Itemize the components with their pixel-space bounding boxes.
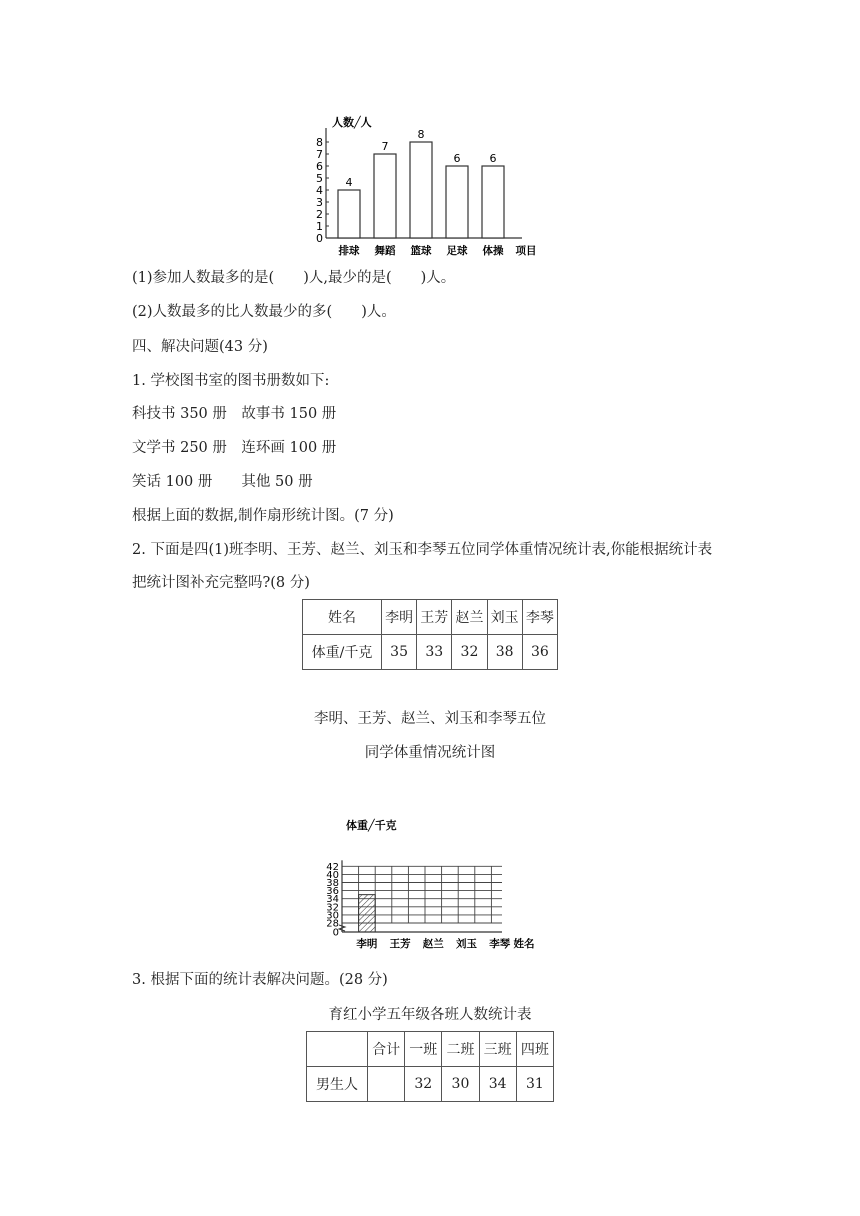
y-tick-label: 7 — [316, 148, 323, 161]
y-tick-label: 4 — [316, 184, 323, 197]
problem-1-line-c: 笑话 100 册 其他 50 册 — [132, 474, 313, 490]
bar — [482, 166, 504, 238]
x-axis-label: 姓名 — [513, 938, 535, 950]
axis-break — [339, 925, 345, 931]
data-label: 8 — [417, 128, 425, 141]
activity-bar-chart — [300, 108, 560, 260]
table-cell: 一班 — [405, 1032, 442, 1067]
category-label: 李明 — [356, 938, 378, 950]
table-row — [307, 1067, 554, 1102]
category-label: 舞蹈 — [374, 245, 396, 257]
bar — [374, 154, 396, 238]
table-cell: 三班 — [479, 1032, 516, 1067]
data-label: 6 — [453, 152, 461, 165]
weight-table — [302, 599, 558, 670]
bar — [338, 190, 360, 238]
table-cell — [368, 1067, 405, 1102]
category-label: 李琴 — [489, 938, 511, 950]
y-tick-label: 1 — [316, 220, 323, 233]
table-cell: 32 — [405, 1067, 442, 1102]
question-2: (2)人数最多的比人数最少的多( )人。 — [132, 304, 396, 320]
x-axis-label: 项目 — [515, 245, 537, 257]
table-cell: 刘玉 — [487, 600, 522, 635]
bar — [359, 895, 376, 932]
table-cell: 35 — [382, 635, 417, 670]
problem-1-intro: 1. 学校图书室的图书册数如下: — [132, 373, 330, 389]
chart-2-title-line-1: 李明、王芳、赵兰、刘玉和李琴五位 — [314, 711, 546, 727]
data-label: 6 — [489, 152, 497, 165]
data-label: 4 — [345, 176, 353, 189]
category-label: 篮球 — [410, 245, 432, 257]
table-cell: 二班 — [442, 1032, 479, 1067]
table-cell: 姓名 — [303, 600, 382, 635]
table-row — [303, 600, 558, 635]
table-cell: 32 — [452, 635, 487, 670]
y-tick-label: 38 — [326, 878, 339, 889]
table-cell: 李明 — [382, 600, 417, 635]
category-label: 刘玉 — [456, 938, 477, 950]
y-tick-label: 6 — [316, 160, 323, 173]
data-label: 7 — [381, 140, 389, 153]
y-tick-label: 40 — [326, 869, 339, 881]
question-1: (1)参加人数最多的是( )人,最少的是( )人。 — [132, 270, 456, 286]
y-tick-label: 36 — [326, 886, 339, 898]
category-label: 赵兰 — [422, 938, 444, 950]
table-cell: 赵兰 — [452, 600, 487, 635]
table-cell: 四班 — [516, 1032, 553, 1067]
weight-bar-chart — [320, 812, 550, 956]
section-4-heading: 四、解决问题(43 分) — [132, 339, 268, 355]
y-tick-label: 3 — [316, 196, 323, 209]
y-tick-label: 8 — [316, 136, 323, 149]
table-cell: 36 — [522, 635, 557, 670]
class-count-table — [306, 1031, 554, 1102]
problem-1-line-a: 科技书 350 册 故事书 150 册 — [132, 406, 337, 422]
table-2-title: 育红小学五年级各班人数统计表 — [328, 1007, 532, 1023]
table-cell — [307, 1032, 368, 1067]
table-cell: 31 — [516, 1067, 553, 1102]
category-label: 体操 — [482, 245, 504, 257]
table-cell: 38 — [487, 635, 522, 670]
problem-1-line-b: 文学书 250 册 连环画 100 册 — [132, 440, 337, 456]
category-label: 足球 — [446, 245, 468, 257]
table-cell: 30 — [442, 1067, 479, 1102]
table-cell: 男生人 — [307, 1067, 368, 1102]
table-row — [307, 1032, 554, 1067]
table-cell: 34 — [479, 1067, 516, 1102]
y-axis-label: 人数╱人 — [332, 116, 372, 129]
table-cell: 王芳 — [417, 600, 452, 635]
table-cell: 李琴 — [522, 600, 557, 635]
y-tick-label: 34 — [326, 894, 339, 906]
chart-2-title-line-2: 同学体重情况统计图 — [364, 745, 496, 761]
y-tick-label: 30 — [326, 910, 339, 922]
problem-3-intro: 3. 根据下面的统计表解决问题。(28 分) — [132, 972, 388, 988]
bar — [410, 142, 432, 238]
y-tick-label: 5 — [316, 172, 323, 185]
y-tick-label: 28 — [326, 918, 339, 930]
problem-2-intro-b: 把统计图补充完整吗?(8 分) — [132, 575, 310, 591]
y-tick-label: 0 — [332, 927, 339, 939]
y-tick-label: 0 — [316, 232, 323, 245]
problem-1-task: 根据上面的数据,制作扇形统计图。(7 分) — [132, 508, 394, 524]
category-label: 王芳 — [389, 938, 411, 950]
bar — [446, 166, 468, 238]
table-row — [303, 635, 558, 670]
y-tick-label: 32 — [326, 902, 339, 914]
category-label: 排球 — [338, 245, 360, 257]
table-cell: 体重/千克 — [303, 635, 382, 670]
table-cell: 33 — [417, 635, 452, 670]
y-tick-label: 42 — [326, 861, 339, 873]
y-axis-label: 体重╱千克 — [346, 819, 397, 832]
table-cell: 合计 — [368, 1032, 405, 1067]
y-tick-label: 2 — [316, 208, 323, 221]
problem-2-intro-a: 2. 下面是四(1)班李明、王芳、赵兰、刘玉和李琴五位同学体重情况统计表,你能根据统计表 — [132, 542, 713, 558]
